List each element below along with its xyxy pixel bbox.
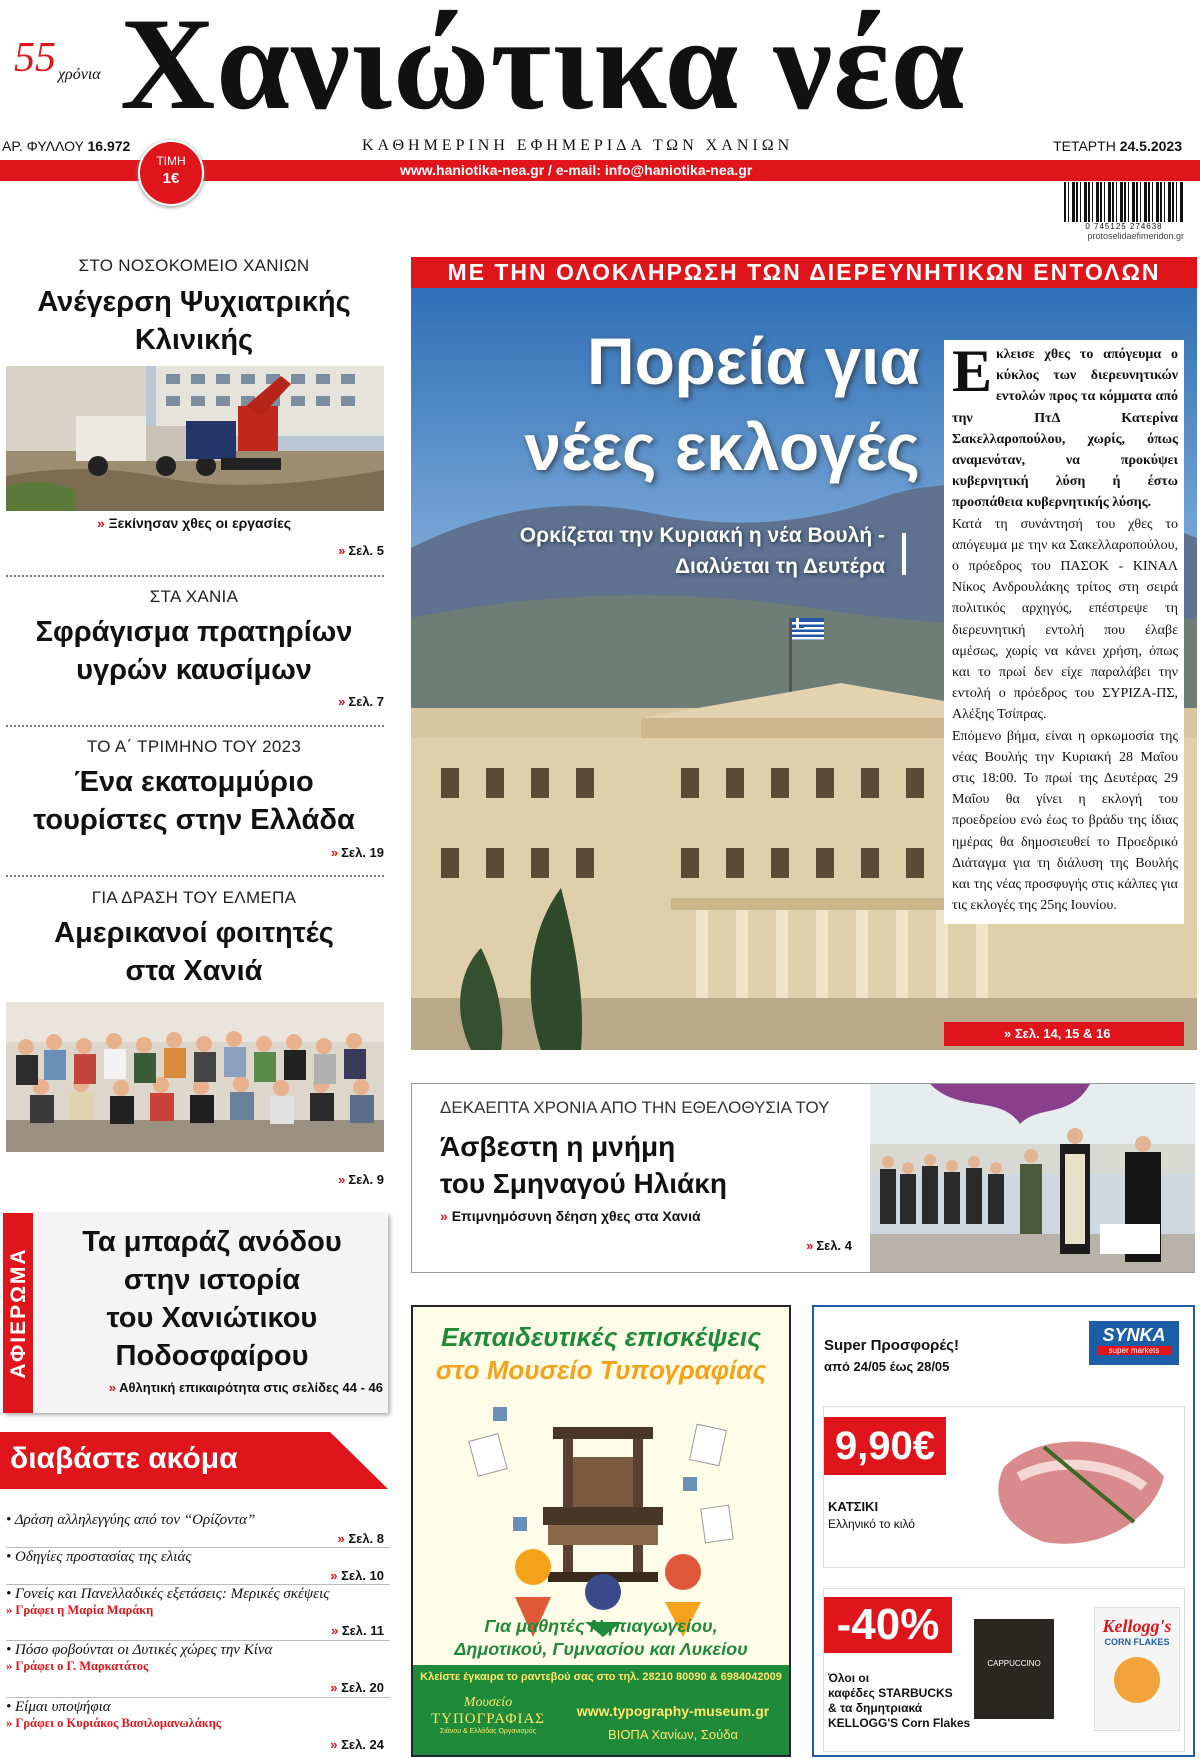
price-badge: [138, 140, 204, 206]
feature-headline: Τα μπαράζ ανόδου στην ιστορία του Χανιώτικου Ποδοσφαίρου: [82, 1226, 342, 1372]
story-caption: » Ξεκίνησαν χθες οι εργασίες: [96, 515, 292, 531]
read-more-header: [0, 1432, 388, 1489]
museum-url[interactable]: www.typography-museum.gr: [576, 1703, 770, 1719]
museum-address: ΒΙΟΠΑ Χανίων, Σούδα: [608, 1727, 738, 1742]
museum-phone: Κλείστε έγκαιρα το ραντεβού σας στο τηλ. 28210 80090 & 6984042009: [420, 1671, 782, 1683]
story-kicker: ΤΟ Α΄ ΤΡΙΜΗΝΟ ΤΟΥ 2023: [86, 737, 302, 756]
meat-product: ΚΑΤΣΙΚΙ: [828, 1499, 879, 1514]
kelloggs-box: Kellogg's CORN FLAKES: [1094, 1607, 1180, 1731]
story-kicker: ΔΕΚΑΕΠΤΑ ΧΡΟΝΙΑ ΑΠΟ ΤΗΝ ΕΘΕΛΟΘΥΣΙΑ ΤΟΥ: [440, 1098, 830, 1117]
coffee-discount: -40%: [824, 1597, 952, 1653]
anniversary-word: χρόνια: [58, 66, 101, 83]
story-headline[interactable]: Ανέγερση Ψυχιατρικής Κλινικής: [37, 286, 351, 356]
read-more-item[interactable]: • Πόσο φοβούνται οι Δυτικές χώρες την Κίνα » Γράφει ο Γ. Μαρκατάτος » Σελ. 20: [6, 1642, 390, 1698]
feature-caption: » Αθλητική επικαιρότητα στις σελίδες 44 - 46: [108, 1380, 383, 1395]
main-story-text: [944, 340, 1184, 924]
issue-date: ΤΕΤΑΡΤΗ 24.5.2023: [1053, 138, 1182, 154]
synka-ad[interactable]: [812, 1305, 1195, 1757]
memorial-photo: [870, 1084, 1195, 1272]
page-ref[interactable]: » Σελ. 9: [338, 1172, 384, 1187]
iliakis-story[interactable]: [411, 1083, 1195, 1273]
subhead-accent-bar: [902, 533, 906, 575]
lead-paragraph: κλεισε χθες το απόγευμα ο κύκλος των διερευνητικών εντολών προς τα κόμματα από την ΠτΔ Κατερίνα Σακελλαροπούλου, χωρίς, όπως αναμενόταν, να προκύψει κυβερνητική λύση ή έστω προσπάθεια κυβερνητικής λύσης.: [952, 347, 1178, 511]
story-headline[interactable]: Ένα εκατομμύριο τουρίστες στην Ελλάδα: [33, 766, 355, 836]
barcode: [1064, 182, 1184, 240]
anniversary-number: 55: [14, 35, 56, 81]
main-subhead: Ορκίζεται την Κυριακή η νέα Βουλή - Διαλύεται τη Δευτέρα: [519, 524, 885, 578]
story-kicker: ΓΙΑ ΔΡΑΣΗ ΤΟΥ ΕΛΜΕΠΑ: [91, 888, 297, 907]
meat-illustration: [984, 1427, 1174, 1557]
museum-ad-audience: Για μαθητές Νηπιαγωγείου, Δημοτικού, Γυμνασίου και Λυκείου: [454, 1616, 748, 1659]
barcode-bars: [1064, 182, 1184, 222]
body-paragraph: Κατά τη συνάντησή του χθες το απόγευμα με την κα Σακελλαροπούλου, ο πρόεδρος του ΠΑΣΟΚ - ΚΙΝΑΛ Νίκος Ανδρουλάκης τρίτος στη σειρά πολιτικός αρχηγός, επέστρεψε τη διερευνητική εντολή που έλαβε αμέσως, χωρίς να κάνει χρήση, όπως και το πρωί δεν είχε παραλάβει την εντολή ο πρόεδρος του ΣΥΡΙΖΑ-ΠΣ, Αλέξης Τσίπρας.: [952, 516, 1178, 723]
coffee-promo: Όλοι οι καφέδες STARBUCKS & τα δημητριακά KELLOGG'S Corn Flakes: [828, 1671, 971, 1730]
starbucks-box: CAPPUCCINO: [974, 1619, 1054, 1719]
read-more-item[interactable]: • Είμαι υποψήφια » Γράφει ο Κυριάκος Βασιλομανωλάκης » Σελ. 24: [6, 1699, 384, 1752]
divider: [6, 725, 384, 727]
page-ref[interactable]: » Σελ. 19: [330, 845, 384, 860]
read-more-item[interactable]: • Οδηγίες προστασίας της ελιάς » Σελ. 10: [6, 1549, 390, 1585]
synka-headline: Super Προσφορές!: [824, 1337, 959, 1354]
story-headline[interactable]: Αμερικανοί φοιτητές στα Χανιά: [54, 917, 334, 987]
anniversary-logo: [14, 34, 114, 104]
feature-tag: ΑΦΙΕΡΩΜΑ: [7, 1247, 30, 1379]
main-headline[interactable]: Πορεία για νέες εκλογές: [524, 324, 920, 484]
story-kicker: ΣΤΑ ΧΑΝΙΑ: [149, 587, 239, 606]
synka-logo: SYNKA super markets: [1089, 1321, 1179, 1365]
museum-ad[interactable]: [411, 1305, 791, 1757]
page-ref[interactable]: » Σελ. 4: [806, 1238, 852, 1253]
page-ref[interactable]: » Σελ. 7: [338, 694, 384, 709]
contact-info: www.haniotika-nea.gr / e-mail: info@haniotika-nea.gr: [400, 162, 753, 178]
students-photo: [6, 1002, 384, 1152]
main-page-ref[interactable]: » Σελ. 14, 15 & 16: [944, 1022, 1184, 1046]
meat-price: 9,90€: [824, 1417, 946, 1475]
price-label: ΤΙΜΗ: [156, 154, 186, 168]
feature-box[interactable]: [3, 1213, 388, 1413]
page-ref[interactable]: » Σελ. 5: [338, 543, 384, 558]
synka-offer-meat: [824, 1407, 1184, 1567]
divider: [6, 875, 384, 877]
museum-ad-title: Εκπαιδευτικές επισκέψεις στο Μουσείο Τυπογραφίας: [435, 1322, 767, 1385]
story-headline[interactable]: Σφράγισμα πρατηρίων υγρών καυσίμων: [35, 616, 353, 686]
main-story-banner: ΜΕ ΤΗΝ ΟΛΟΚΛΗΡΩΣΗ ΤΩΝ ΔΙΕΡΕΥΝΗΤΙΚΩΝ ΕΝΤΟΛΩΝ: [411, 257, 1197, 288]
drop-cap: Ε: [952, 338, 993, 404]
story-kicker: ΣΤΟ ΝΟΣΟΚΟΜΕΙΟ ΧΑΝΙΩΝ: [78, 256, 310, 275]
issue-number: ΑΡ. ΦΥΛΛΟΥ 16.972: [2, 138, 131, 154]
price-value: 1€: [162, 170, 180, 187]
barcode-number: 0 745125 274638: [1085, 222, 1163, 231]
body-paragraph: Επόμενο βήμα, είναι η ορκωμοσία της νέας Βουλής την Κυριακή 28 Μαΐου στις 18:00. Το πρωί της Δευτέρας 29 Μαΐου θα γίνει η εκλογή του προεδρείου ενώ έως το βράδυ της ίδιας ημέρας θα δημοσιευθεί το Προεδρικό Διάταγμα για τη διάλυση της Βουλής και της νέας προσφυγής στις κάλπες για τις εκλογές της 25ης Ιουνίου.: [952, 728, 1178, 914]
museum-ad-footer: [413, 1665, 789, 1757]
divider: [6, 575, 384, 577]
printing-press-illustration: [453, 1397, 753, 1637]
story-headline: Άσβεστη η μνήμη του Σμηναγού Ηλιάκη: [440, 1131, 727, 1199]
newspaper-title: Χανιώτικα νέα: [120, 0, 966, 137]
read-more-title: διαβάστε ακόμα: [10, 1442, 238, 1475]
read-more-item[interactable]: • Δράση αλληλεγγύης από τον “Ορίζοντα” » Σελ. 8: [6, 1512, 390, 1548]
synka-period: από 24/05 έως 28/05: [824, 1359, 950, 1374]
read-more-item[interactable]: • Γονείς και Πανελλαδικές εξετάσεις: Μερικές σκέψεις » Γράφει η Μαρία Μαράκη » Σελ. 11: [6, 1586, 390, 1641]
museum-logo: Μουσείο ΤΥΠΟΓΡΑΦΙΑΣ Σιάνου & Ελλάδας Οργανισμός: [430, 1695, 546, 1735]
newspaper-subtitle: ΚΑΘΗΜΕΡΙΝΗ ΕΦΗΜΕΡΙΔΑ ΤΩΝ ΧΑΝΙΩΝ: [362, 137, 794, 154]
story-caption: » Επιμνημόσυνη δέηση χθες στα Χανιά: [440, 1208, 701, 1224]
construction-photo: [6, 366, 384, 511]
synka-offer-coffee: [824, 1589, 1184, 1751]
meat-product-sub: Ελληνικό το κιλό: [828, 1517, 915, 1531]
source-watermark: protoselidaefimeridon.gr: [1087, 231, 1184, 241]
